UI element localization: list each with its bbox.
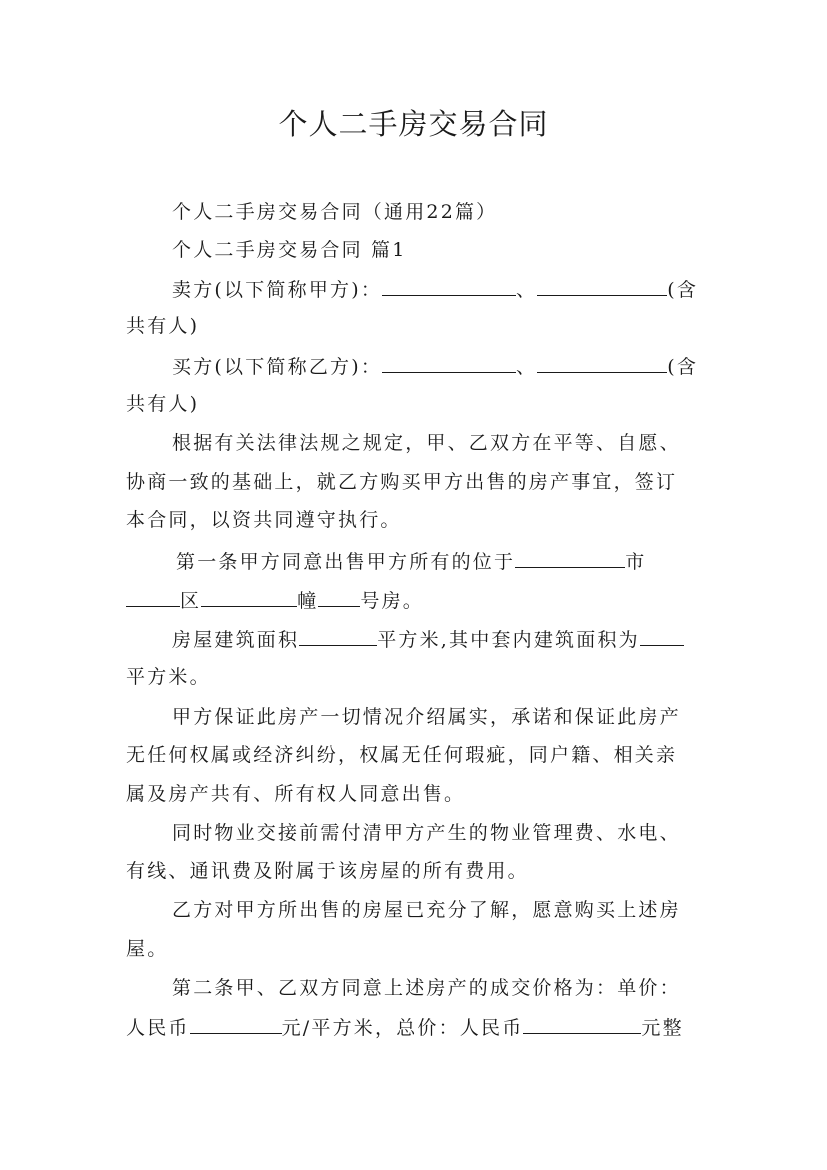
seller-name-blank-1 [382,277,516,296]
buyer-co-owner-close: 共有人) [126,393,200,415]
fees-line-1: 同时物业交接前需付清甲方产生的物业管理费、水电、 [172,822,681,844]
buyer-separator: 、 [516,356,538,378]
guarantee-line-2: 无任何权属或经济纠纷，权属无任何瑕疵，同户籍、相关亲 [126,744,678,766]
seller-line [172,277,706,302]
article1-room-label: 号房。 [360,590,425,612]
basis-paragraph-line-1: 根据有关法律法规之规定，甲、乙双方在平等、自愿、 [172,432,681,454]
buyer-ack-line-1: 乙方对甲方所出售的房屋已充分了解，愿意购买上述房 [172,899,681,921]
article2-rmb-label: 人民币 [126,1017,190,1039]
article1-text: 第一条甲方同意出售甲方所有的位于 [176,551,516,573]
article1-building-blank [201,588,297,607]
area-mid: 平方米,其中套内建筑面积为 [377,629,640,651]
article1-line-2 [126,588,706,613]
article2-unit-price-label: 元/平方米，总价：人民币 [281,1017,524,1039]
article2-total-label: 元整 [641,1017,684,1039]
article1-city-blank [515,549,625,568]
guarantee-line-1: 甲方保证此房产一切情况介绍属实，承诺和保证此房产 [172,706,681,728]
guarantee-line-3: 属及房产共有、所有权人同意出售。 [126,783,466,805]
area-unit: 平方米。 [126,666,211,688]
article1-building-label: 幢 [297,590,319,612]
article1-city-label: 市 [625,551,647,573]
area-line-1 [172,627,706,652]
article2-line-2 [126,1015,706,1040]
seller-label: 卖方(以下简称甲方)： [172,279,383,301]
document-title: 个人二手房交易合同 [278,107,549,141]
total-price-blank [523,1015,641,1034]
seller-separator: 、 [516,279,538,301]
section-heading: 个人二手房交易合同 篇1 [172,239,407,261]
seller-co-owner-close: 共有人) [126,315,200,337]
basis-paragraph-line-3: 本合同，以资共同遵守执行。 [126,509,402,531]
document-subtitle: 个人二手房交易合同（通用22篇） [172,201,498,223]
basis-paragraph-line-2: 协商一致的基础上，就乙方购买甲方出售的房产事宜，签订 [126,471,678,493]
buyer-line [172,354,706,379]
area-prefix: 房屋建筑面积 [172,629,300,651]
article1-room-blank [318,588,360,607]
inner-area-blank [640,627,684,646]
buyer-name-blank-2 [537,354,667,373]
article1-district-blank [126,588,180,607]
buyer-name-blank-1 [382,354,516,373]
buyer-ack-line-2: 屋。 [126,938,169,960]
article2-line-1: 第二条甲、乙双方同意上述房产的成交价格为：单价： [172,977,681,999]
buyer-label: 买方(以下简称乙方)： [172,356,383,378]
building-area-blank [299,627,377,646]
article1-district-label: 区 [180,590,202,612]
unit-price-blank [190,1015,282,1034]
buyer-co-owner-open: (含 [667,356,699,378]
fees-line-2: 有线、通讯费及附属于该房屋的所有费用。 [126,860,529,882]
seller-name-blank-2 [537,277,667,296]
article1-line-1 [176,549,710,574]
seller-co-owner-open: (含 [667,279,699,301]
